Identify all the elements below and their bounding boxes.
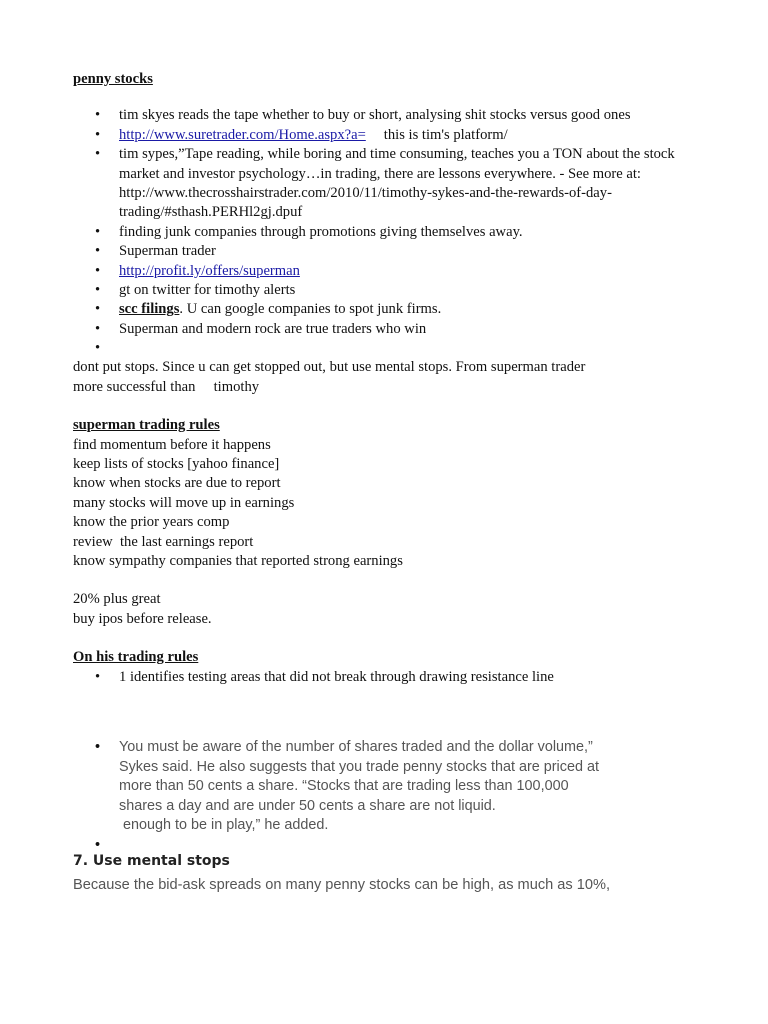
quote-list — [73, 738, 713, 852]
list-item-text: Superman trader — [119, 243, 216, 260]
list-item — [73, 242, 713, 261]
penny-stocks-list — [73, 106, 713, 357]
list-item — [73, 262, 713, 281]
rule-line: know when stocks are due to report — [73, 475, 281, 492]
list-item-empty — [73, 836, 713, 852]
extra-line: 20% plus great — [73, 591, 161, 608]
bullet-glyph: • — [95, 282, 101, 299]
bullet-glyph: • — [95, 320, 101, 337]
bullet-glyph: • — [95, 107, 101, 124]
rule-line: know the prior years comp — [73, 514, 230, 531]
list-item — [73, 281, 713, 300]
list-item — [73, 300, 713, 319]
scc-filings-label: scc filings — [119, 301, 180, 318]
list-item-text: tim skyes reads the tape whether to buy or short, analysing shit stocks versus good ones — [119, 107, 631, 124]
bullet-glyph: • — [95, 301, 101, 318]
list-item — [73, 223, 713, 242]
mental-stops-line-2: more successful than timothy — [73, 378, 260, 395]
rule-line: review the last earnings report — [73, 533, 254, 550]
quote-line: more than 50 cents a share. “Stocks that are trading less than 100,000 — [119, 778, 569, 795]
list-item — [73, 126, 713, 145]
bullet-glyph: • — [95, 223, 101, 240]
heading-penny-stocks: penny stocks — [73, 71, 153, 87]
profitly-superman-link[interactable]: http://profit.ly/offers/superman — [119, 262, 300, 279]
list-item-text: this is tim's platform/ — [383, 126, 508, 143]
list-item — [73, 738, 713, 836]
bullet-glyph: • — [95, 836, 101, 853]
quote-line: shares a day and are under 50 cents a share are not liquid. — [119, 797, 496, 814]
extra-line: buy ipos before release. — [73, 610, 212, 627]
bid-ask-paragraph: Because the bid-ask spreads on many penny stocks can be high, as much as 10%, — [73, 877, 611, 894]
list-item-text: . U can google companies to spot junk firms. — [179, 301, 442, 318]
rule-line: many stocks will move up in earnings — [73, 494, 295, 511]
heading-superman-trading-rules: superman trading rules — [73, 417, 220, 434]
rule-line: know sympathy companies that reported strong earnings — [73, 552, 403, 569]
bullet-glyph: • — [95, 668, 101, 685]
quote-line: Sykes said. He also suggests that you trade penny stocks that are priced at — [119, 758, 599, 775]
rule-line: find momentum before it happens — [73, 436, 271, 453]
list-item-text: tim sypes,”Tape reading, while boring and time consuming, teaches you a TON about the stock market and investor psychology…in trading, there are lessons everywhere. - See more at: http://www.thecrosshairstrader.com/2010/11/timothy-sykes-and-the-rewards-of-day-trading/#sthash.PERHl2gj.dpuf — [119, 146, 675, 221]
bullet-glyph: • — [95, 340, 101, 357]
list-item-text: Superman and modern rock are true traders who win — [119, 320, 427, 337]
bullet-glyph: • — [95, 243, 101, 260]
suretrader-link[interactable]: http://www.suretrader.com/Home.aspx?a= — [119, 126, 366, 143]
list-item — [73, 106, 713, 125]
rule-line: keep lists of stocks [yahoo finance] — [73, 455, 280, 472]
list-item — [73, 320, 713, 339]
list-item-text: gt on twitter for timothy alerts — [119, 282, 296, 299]
document-page — [73, 70, 713, 895]
bullet-glyph: • — [95, 146, 101, 163]
quote-line: enough to be in play,” he added. — [119, 817, 329, 834]
bullet-glyph: • — [95, 126, 101, 143]
list-item — [73, 668, 713, 687]
list-item-text: 1 identifies testing areas that did not break through drawing resistance line — [119, 668, 554, 685]
quote-line: You must be aware of the number of shares traded and the dollar volume,” — [119, 738, 593, 755]
list-item — [73, 145, 713, 223]
heading-on-his-trading-rules: On his trading rules — [73, 649, 199, 666]
trading-rules-list — [73, 668, 713, 687]
bullet-glyph: • — [95, 738, 101, 755]
bullet-glyph: • — [95, 262, 101, 279]
list-item-text: finding junk companies through promotions giving themselves away. — [119, 223, 523, 240]
heading-use-mental-stops: 7. Use mental stops — [73, 852, 230, 869]
mental-stops-line-1: dont put stops. Since u can get stopped out, but use mental stops. From superman trader — [73, 359, 586, 376]
